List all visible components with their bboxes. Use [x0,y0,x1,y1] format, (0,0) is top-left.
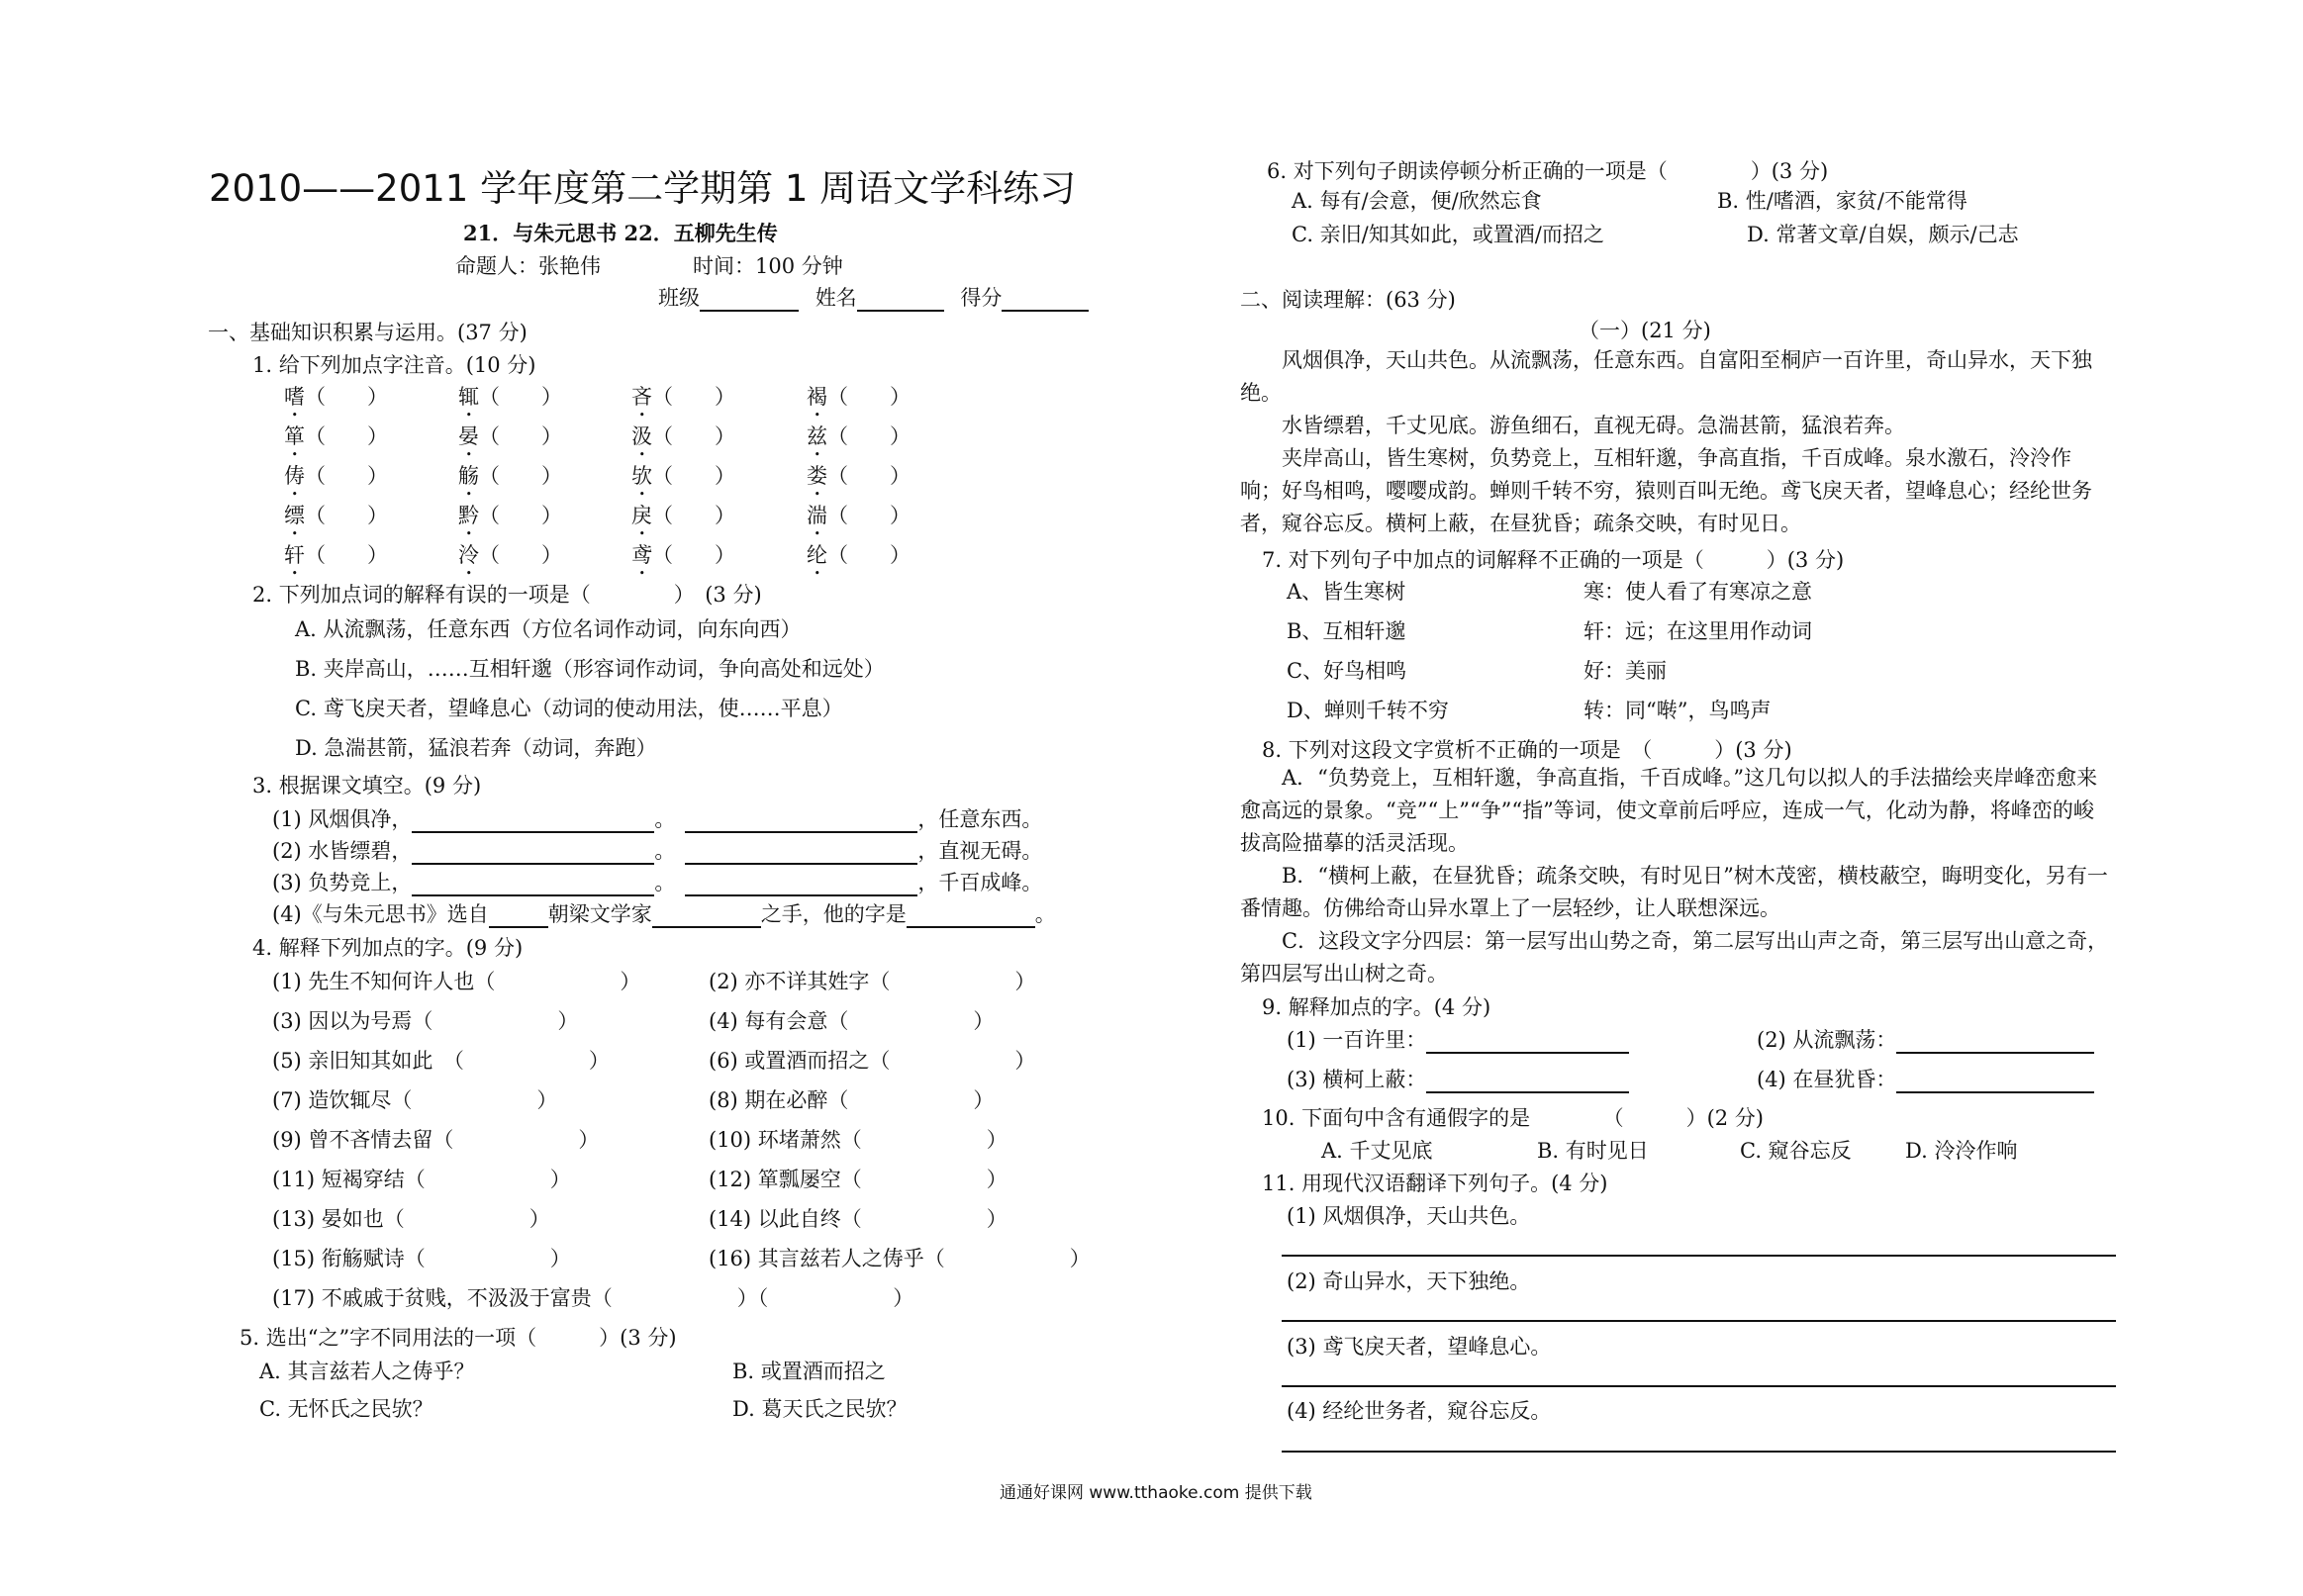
q3-prompt: 3. 根据课文填空。(9 分) [252,774,482,798]
q6-option-b: B. 性/嗜酒，家贫/不能常得 [1717,189,1967,213]
q1-item: 箪（ ） [284,424,388,448]
footer-note: 通通好课网 www.tthaoke.com 提供下载 [1000,1483,1312,1503]
q1-prompt: 1. 给下列加点字注音。(10 分) [252,353,536,377]
passage-paragraph-1: 风烟俱净，天山共色。从流飘荡，任意东西。自富阳至桐庐一百许里，奇山异水，天下独绝。 [1240,348,2092,405]
passage-paragraph-2: 水皆缥碧，千丈见底。游鱼细石，直视无碍。急湍甚箭，猛浪若奔。 [1282,414,1905,437]
q9-item-4: (4) 在昼犹昏： [1757,1064,2094,1093]
q1-item: 轩（ ） [284,543,388,567]
q4-item: (10) 环堵萧然（ ） [709,1128,1008,1152]
q3-line-4: (4)《与朱元思书》选自 朝梁文学家 之手，他的字是 。 [272,902,1056,926]
q4-item: (13) 晏如也（ ） [272,1207,550,1231]
q8-option-b: B．“横柯上蔽，在昼犹昏；疏条交映，有时见日”树木茂密，横枝蔽空，晦明变化，另有一番情趣。仿佛给奇山异水罩上了一层轻纱，让人联想深远。 [1240,864,2108,920]
fill-blank[interactable] [685,873,917,896]
answer-blank[interactable] [1426,1070,1629,1093]
q7-item: D、蝉则千转不穷 [1287,699,1449,722]
fill-blank[interactable] [412,873,654,896]
section2-heading: 二、阅读理解：(63 分) [1240,288,1456,312]
q6-option-a: A. 每有/会意，便/欣然忘食 [1292,189,1542,213]
fill-blank[interactable] [685,841,917,865]
q11-item: (3) 鸢飞戾天者，望峰息心。 [1287,1335,1552,1359]
q1-item: 俦（ ） [284,464,388,488]
answer-line[interactable] [1282,1385,2116,1387]
q1-item: 黔（ ） [458,504,562,527]
q3-line-2: (2) 水皆缥碧， 。 ，直视无碍。 [272,839,1043,863]
q4-item: (12) 箪瓢屡空（ ） [709,1168,1008,1191]
q10-prompt: 10. 下面句中含有通假字的是 （ ）(2 分) [1262,1106,1764,1130]
q4-item: (4) 每有会意（ ） [709,1009,995,1033]
page-title: 2010——2011 学年度第二学期第 1 周语文学科练习 [209,167,1077,210]
q4-item: (16) 其言兹若人之俦乎（ ） [709,1247,1091,1270]
q1-item: 辄（ ） [458,385,562,409]
q5-option-c: C. 无怀氏之民欤？ [259,1397,433,1421]
q4-item: (6) 或置酒而招之（ ） [709,1049,1036,1073]
q1-item: 鸢（ ） [631,543,735,567]
q7-gloss: 轩：远；在这里用作动词 [1583,619,1812,643]
q11-item: (4) 经纶世务者，窥谷忘反。 [1287,1399,1552,1423]
name-field[interactable] [857,288,944,312]
q7-item: B、互相轩邈 [1287,619,1406,643]
q4-item: (7) 造饮辄尽（ ） [272,1088,558,1112]
q4-prompt: 4. 解释下列加点的字。(9 分) [252,936,524,960]
score-label: 得分 [960,286,1003,310]
q1-item: 嗜（ ） [284,385,388,409]
q2-option: B. 夹岸高山，……互相轩邈（形容词作动词，争向高处和远处） [295,657,885,681]
q6-prompt: 6. 对下列句子朗读停顿分析正确的一项是（ ）(3 分) [1267,159,1829,183]
q8-option-c: C．这段文字分四层：第一层写出山势之奇，第二层写出山声之奇，第三层写出山意之奇，第四层写出山树之奇。 [1240,929,2109,986]
fill-blank[interactable] [652,904,761,928]
q1-item: 纶（ ） [807,543,911,567]
q1-item: 娄（ ） [807,464,911,488]
fill-blank[interactable] [685,809,917,833]
q2-option: C. 鸢飞戾天者，望峰息心（动词的使动用法，使……平息） [295,697,843,720]
q1-item: 欤（ ） [631,464,735,488]
q11-prompt: 11. 用现代汉语翻译下列句子。(4 分) [1262,1172,1608,1195]
answer-line[interactable] [1282,1255,2116,1257]
q10-option-a: A. 千丈见底 [1321,1139,1433,1163]
q2-prompt: 2. 下列加点词的解释有误的一项是（ ） (3 分) [252,583,762,607]
q10-option-d: D. 泠泠作响 [1905,1139,2018,1163]
author-line: 命题人：张艳伟 [455,254,601,278]
q10-option-c: C. 窥谷忘反 [1740,1139,1852,1163]
section2-sub: （一）(21 分) [1579,319,1711,342]
q3-line-1: (1) 风烟俱净， 。 ，任意东西。 [272,807,1043,831]
q2-option: A. 从流飘荡，任意东西（方位名词作动词，向东向西） [295,617,802,641]
fill-blank[interactable] [412,809,654,833]
q7-item: A、皆生寒树 [1287,580,1406,604]
q8-prompt: 8. 下列对这段文字赏析不正确的一项是 （ ）(3 分) [1262,738,1792,762]
q4-item: (17) 不戚戚于贫贱，不汲汲于富贵（ ）（ ） [272,1286,914,1310]
q9-item-2: (2) 从流飘荡： [1757,1024,2094,1054]
score-field[interactable] [1002,288,1089,312]
q4-item: (11) 短褐穿结（ ） [272,1168,571,1191]
q7-item: C、好鸟相鸣 [1287,659,1407,683]
q1-item: 戾（ ） [631,504,735,527]
q1-item: 缥（ ） [284,504,388,527]
q1-item: 晏（ ） [458,424,562,448]
class-label: 班级 [658,286,700,310]
answer-blank[interactable] [1896,1070,2094,1093]
q6-option-c: C. 亲旧/知其如此，或置酒/而招之 [1292,223,1604,246]
answer-line[interactable] [1282,1320,2116,1322]
fill-blank[interactable] [489,904,548,928]
q10-option-b: B. 有时见日 [1537,1139,1649,1163]
q7-gloss: 好：美丽 [1583,659,1667,683]
q1-item: 湍（ ） [807,504,911,527]
q9-item-3: (3) 横柯上蔽： [1287,1064,1629,1093]
q2-option: D. 急湍甚箭，猛浪若奔（动词，奔跑） [295,736,657,760]
q5-option-b: B. 或置酒而招之 [732,1360,886,1383]
lesson-subtitle: 21．与朱元思书 22．五柳先生传 [463,221,778,245]
q4-item: (5) 亲旧知其如此 （ ） [272,1049,610,1073]
q4-item: (1) 先生不知何许人也（ ） [272,970,641,993]
q1-item: 觞（ ） [458,464,562,488]
student-info [658,282,1089,312]
q8-option-a: A．“负势竞上，互相轩邈，争高直指，千百成峰。”这几句以拟人的手法描绘夹岸峰峦愈来愈高远的景象。“竞”“上”“争”“指”等词，使文章前后呼应，连成一气，化动为静，将峰峦的峻拔高险描摹的活灵活现。 [1240,766,2098,855]
q7-gloss: 转：同“啭”，鸟鸣声 [1583,699,1772,722]
q3-line-3: (3) 负势竞上， 。 ，千百成峰。 [272,871,1043,894]
q5-prompt: 5. 选出“之”字不同用法的一项（ ）(3 分) [240,1326,677,1350]
answer-blank[interactable] [1426,1030,1629,1054]
q11-item: (1) 风烟俱净，天山共色。 [1287,1204,1531,1228]
q4-item: (9) 曾不吝情去留（ ） [272,1128,600,1152]
q11-item: (2) 奇山异水，天下独绝。 [1287,1269,1531,1293]
q4-item: (8) 期在必醉（ ） [709,1088,995,1112]
q1-item: 泠（ ） [458,543,562,567]
q7-gloss: 寒：使人看了有寒凉之意 [1583,580,1812,604]
fill-blank[interactable] [412,841,654,865]
q1-item: 兹（ ） [807,424,911,448]
section1-heading: 一、基础知识积累与运用。(37 分) [208,321,528,344]
q5-option-d: D. 葛天氏之民欤？ [732,1397,908,1421]
fill-blank[interactable] [907,904,1035,928]
q6-option-d: D. 常著文章/自娱，颇示/己志 [1747,223,2019,246]
class-field[interactable] [700,288,799,312]
q1-item: 吝（ ） [631,385,735,409]
q5-option-a: A. 其言兹若人之俦乎？ [259,1360,475,1383]
q9-item-1: (1) 一百许里： [1287,1024,1629,1054]
q4-item: (14) 以此自终（ ） [709,1207,1008,1231]
q1-item: 汲（ ） [631,424,735,448]
q7-prompt: 7. 对下列句子中加点的词解释不正确的一项是（ ）(3 分) [1262,548,1845,572]
passage-paragraph-3: 夹岸高山，皆生寒树，负势竞上，互相轩邈，争高直指，千百成峰。泉水激石，泠泠作响；好鸟相鸣，嘤嘤成韵。蝉则千转不穷，猿则百叫无绝。鸢飞戾天者，望峰息心；经纶世务者，窥谷忘反。横柯上蔽，在昼犹昏；疏条交映，有时见日。 [1240,446,2092,535]
answer-blank[interactable] [1896,1030,2094,1054]
q4-item: (2) 亦不详其姓字（ ） [709,970,1036,993]
q9-prompt: 9. 解释加点的字。(4 分) [1262,995,1491,1019]
q1-item: 褐（ ） [807,385,911,409]
q4-item: (15) 衔觞赋诗（ ） [272,1247,571,1270]
time-line: 时间：100 分钟 [693,254,843,278]
answer-line[interactable] [1282,1451,2116,1453]
q4-item: (3) 因以为号焉（ ） [272,1009,579,1033]
name-label: 姓名 [815,286,857,310]
